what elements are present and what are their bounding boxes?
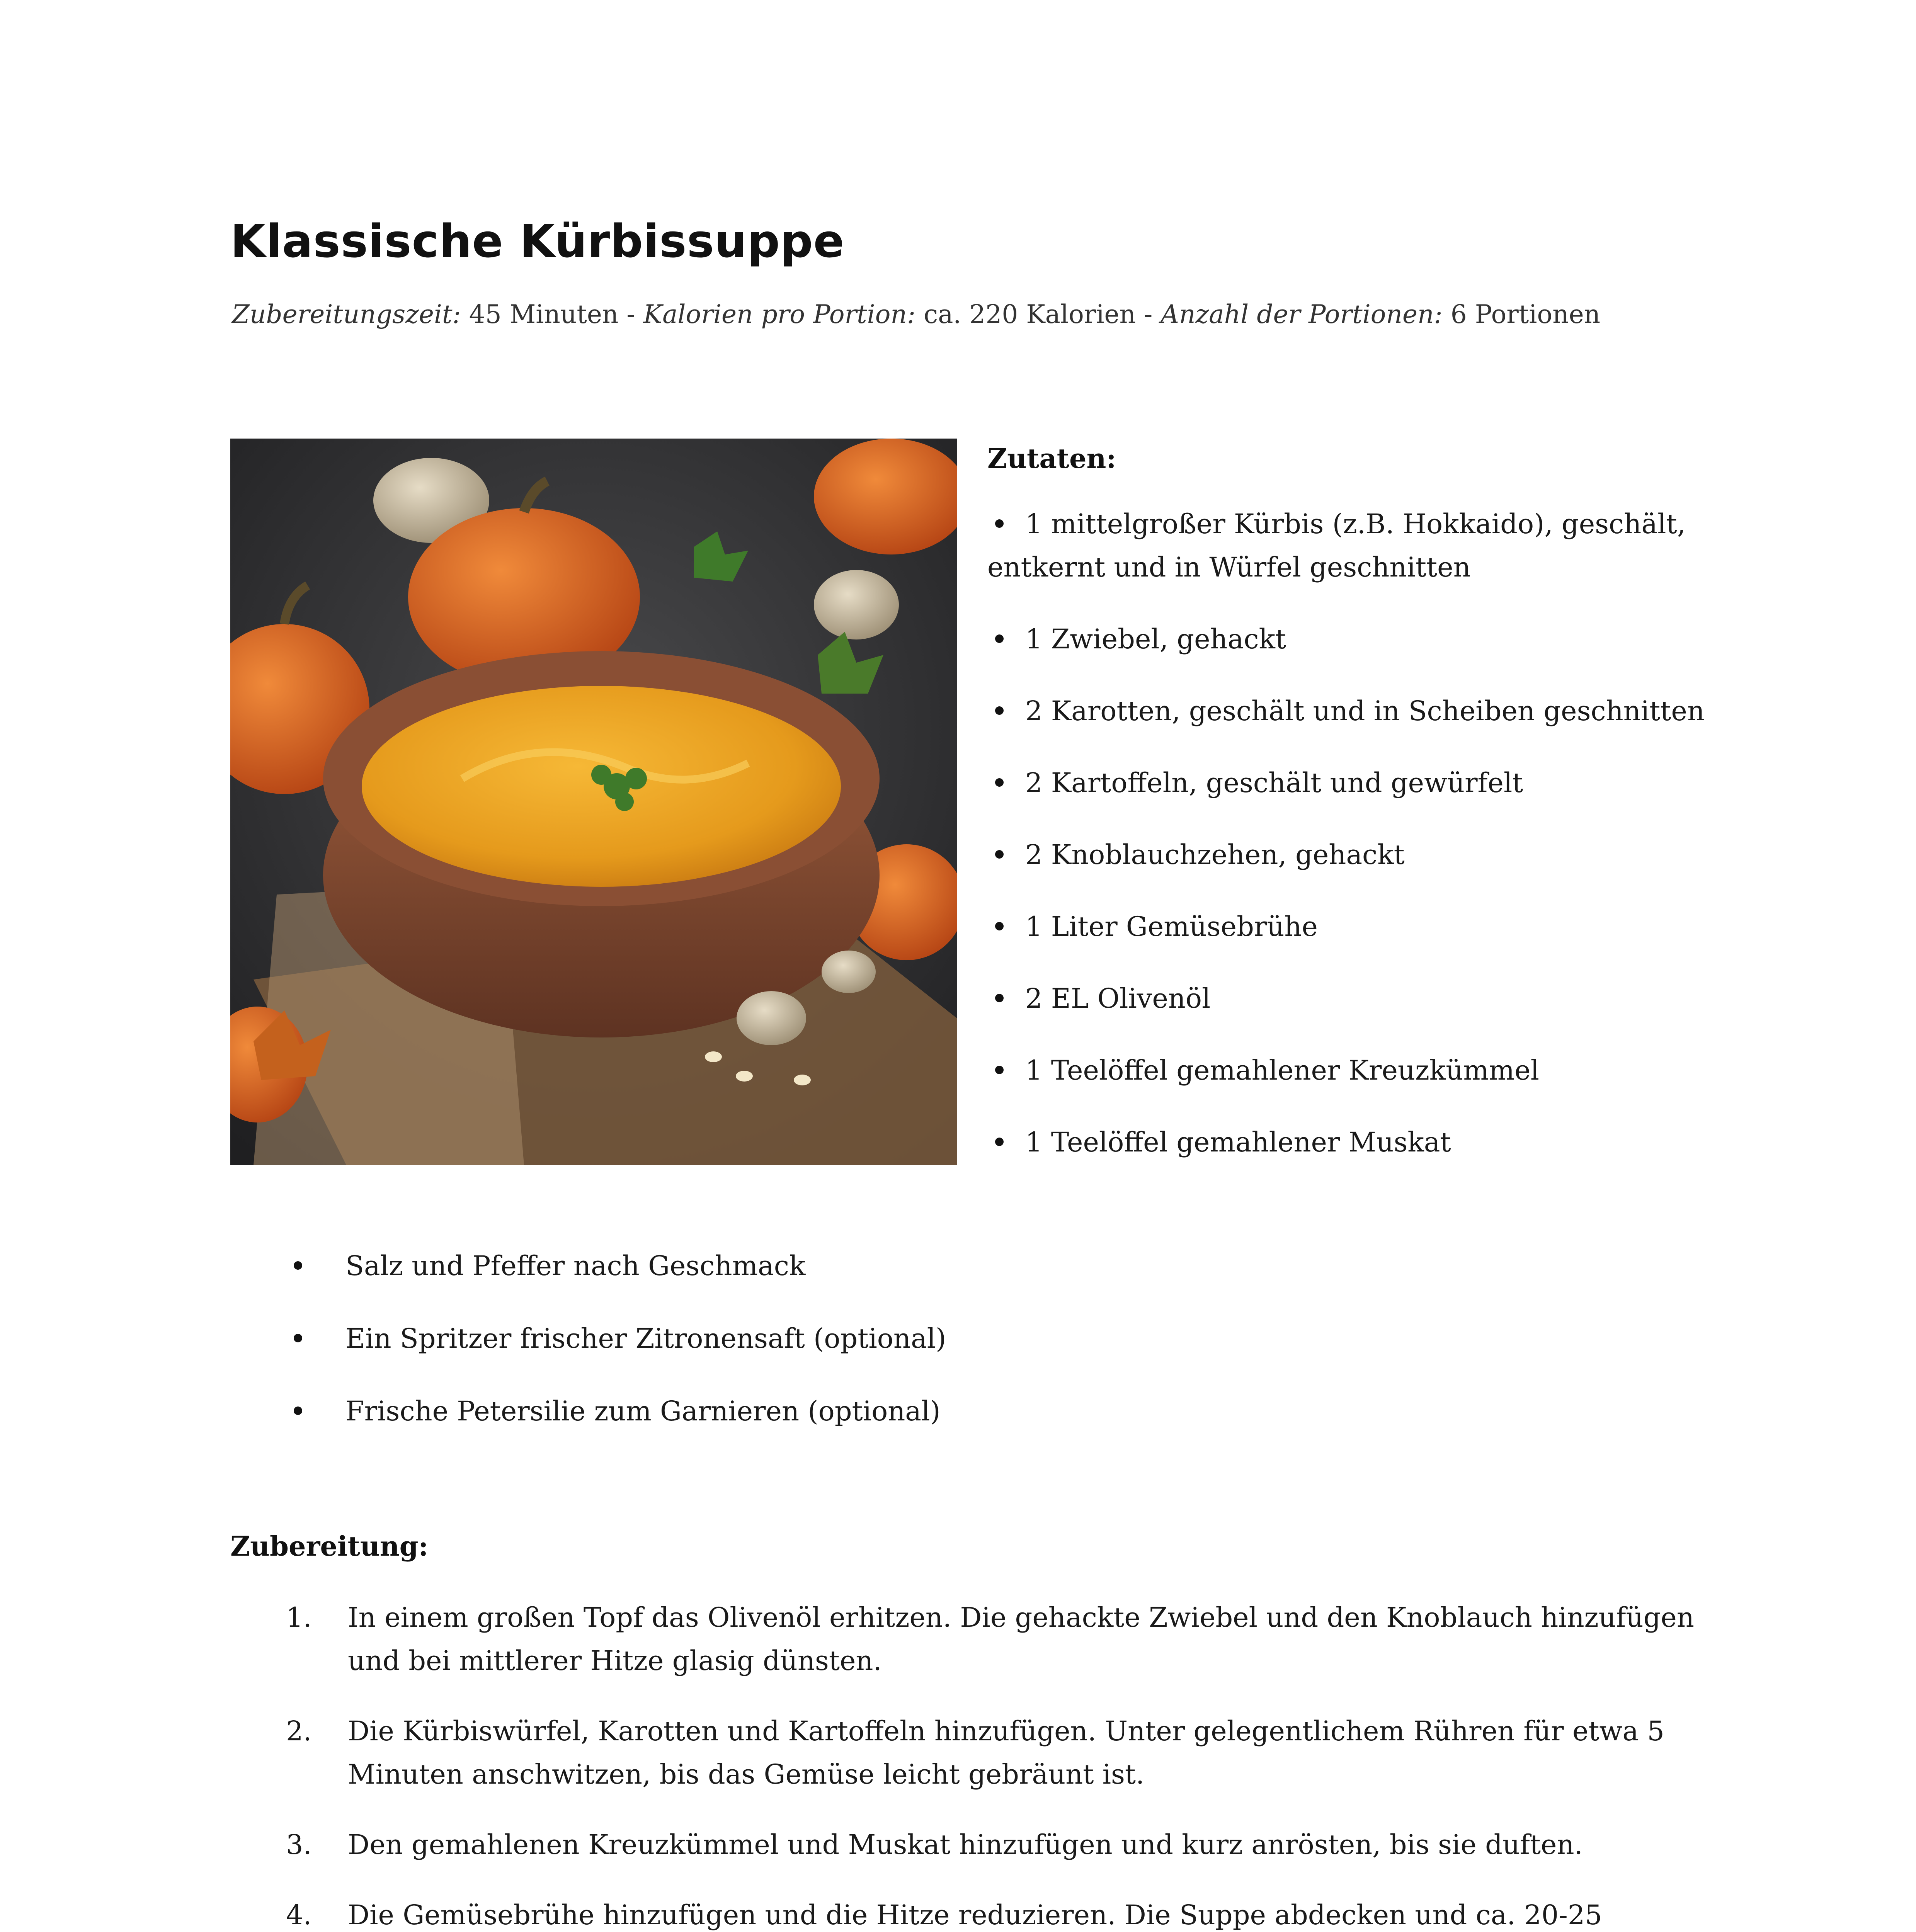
- list-item: [987, 1049, 1710, 1092]
- portions-label: Anzahl der Portionen:: [1160, 299, 1443, 329]
- bullet-icon: [995, 519, 1004, 528]
- ingredient-text: Frische Petersilie zum Garnieren (optional): [345, 1395, 941, 1427]
- ingredients-heading: Zutaten:: [987, 442, 1116, 474]
- list-item: [987, 689, 1710, 733]
- step-number: 4.: [286, 1899, 312, 1931]
- ingredient-text: 2 Knoblauchzehen, gehackt: [1025, 839, 1405, 871]
- step-text: Den gemahlenen Kreuzkümmel und Muskat hinzufügen und kurz anrösten, bis sie duften.: [348, 1829, 1583, 1861]
- meta-separator: -: [626, 299, 635, 329]
- bullet-icon: [995, 634, 1004, 643]
- bullet-icon: [995, 994, 1004, 1002]
- list-item: [294, 1389, 946, 1433]
- bullet-icon: [995, 922, 1004, 930]
- step-number: 3.: [286, 1829, 312, 1861]
- ingredient-text: Ein Spritzer frischer Zitronensaft (optional): [345, 1323, 946, 1354]
- step-number: 1.: [286, 1602, 312, 1633]
- step-text: In einem großen Topf das Olivenöl erhitzen. Die gehackte Zwiebel und den Knoblauch hinzufügen und bei mittlerer Hitze glasig dünsten.: [348, 1602, 1694, 1677]
- ingredients-list: [987, 502, 1710, 1192]
- ingredient-text: 1 Liter Gemüsebrühe: [1025, 911, 1318, 942]
- ingredient-text: 2 EL Olivenöl: [1025, 983, 1211, 1014]
- list-item: [987, 833, 1710, 876]
- list-item: [286, 1596, 1708, 1682]
- list-item: [987, 977, 1710, 1020]
- preparation-heading: Zubereitung:: [230, 1530, 429, 1562]
- list-item: [987, 617, 1710, 661]
- ingredient-text: 1 Teelöffel gemahlener Muskat: [1025, 1126, 1451, 1158]
- ingredient-text: 1 Zwiebel, gehackt: [1025, 623, 1286, 655]
- bullet-icon: [995, 706, 1004, 715]
- ingredient-text: 1 mittelgroßer Kürbis (z.B. Hokkaido), geschält, entkernt und in Würfel geschnitten: [987, 508, 1686, 583]
- calories-value: ca. 220 Kalorien: [924, 299, 1136, 329]
- ingredient-text: Salz und Pfeffer nach Geschmack: [345, 1250, 806, 1282]
- portions-value: 6 Portionen: [1450, 299, 1601, 329]
- list-item: [286, 1823, 1708, 1866]
- prep-time-value: 45 Minuten: [469, 299, 619, 329]
- bullet-icon: [995, 1066, 1004, 1074]
- recipe-meta: [232, 299, 1600, 329]
- list-item: [294, 1317, 946, 1360]
- list-item: [987, 905, 1710, 948]
- recipe-title: Klassische Kürbissuppe: [230, 214, 845, 268]
- calories-label: Kalorien pro Portion:: [643, 299, 916, 329]
- bullet-icon: [294, 1334, 302, 1342]
- ingredient-text: 2 Kartoffeln, geschält und gewürfelt: [1025, 767, 1523, 799]
- list-item: [987, 761, 1710, 804]
- ingredients-list-continued: [294, 1244, 946, 1462]
- meta-separator: -: [1144, 299, 1153, 329]
- bullet-icon: [995, 778, 1004, 787]
- preparation-steps: [286, 1596, 1708, 1932]
- step-number: 2.: [286, 1715, 312, 1747]
- pumpkin-soup-illustration: [230, 439, 957, 1165]
- bullet-icon: [294, 1406, 302, 1415]
- list-item: [987, 1121, 1710, 1164]
- prep-time-label: Zubereitungszeit:: [232, 299, 461, 329]
- bullet-icon: [995, 850, 1004, 859]
- step-text: Die Gemüsebrühe hinzufügen und die Hitze reduzieren. Die Suppe abdecken und ca. 20-25: [348, 1899, 1602, 1931]
- soup-photo: [230, 439, 957, 1165]
- list-item: [286, 1893, 1708, 1932]
- list-item: [294, 1244, 946, 1287]
- ingredient-text: 1 Teelöffel gemahlener Kreuzkümmel: [1025, 1054, 1539, 1086]
- ingredient-text: 2 Karotten, geschält und in Scheiben geschnitten: [1025, 695, 1705, 727]
- bullet-icon: [294, 1261, 302, 1270]
- list-item: [987, 502, 1710, 589]
- list-item: [286, 1709, 1708, 1796]
- step-text: Die Kürbiswürfel, Karotten und Kartoffeln hinzufügen. Unter gelegentlichem Rühren für etwa 5 Minuten anschwitzen, bis das Gemüse leicht gebräunt ist.: [348, 1715, 1664, 1790]
- bullet-icon: [995, 1138, 1004, 1146]
